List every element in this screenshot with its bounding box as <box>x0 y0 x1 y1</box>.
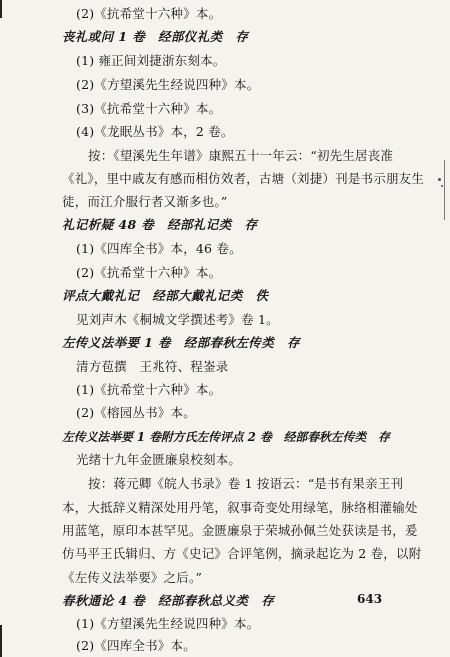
edition-item: 见刘声木《桐城文学撰述考》卷 1。 <box>76 312 279 327</box>
entry-heading: 左传义法举要 1 卷 经部春秋左传类 存 <box>62 335 300 350</box>
note-paragraph-cont: 仿马平王氏辑归、方《史记》合评笔例，摘录起讫为 2 卷，以附 <box>62 546 422 561</box>
edition-item: (1)《抗希堂十六种》本。 <box>76 382 222 397</box>
edition-item: 清方苞撰 王兆符、程崟录 <box>76 359 229 374</box>
entry-heading: 礼记析疑 48 卷 经部礼记类 存 <box>62 217 258 232</box>
scan-edge-mark <box>0 625 2 657</box>
edition-item: (2)《榕园丛书》本。 <box>76 405 196 420</box>
scan-speck <box>438 178 441 181</box>
page-number: 643 <box>357 592 383 606</box>
note-paragraph-cont: 《礼》，里中戚友有感而相仿效者，古塘（刘捷）刊是书示朋友生 <box>62 171 425 186</box>
entry-heading: 春秋通论 4 卷 经部春秋总义类 存 <box>62 593 275 608</box>
edition-item: (3)《抗希堂十六种》本。 <box>76 101 222 116</box>
note-paragraph-cont: 徒，而江介服行者又渐多也。” <box>62 194 228 209</box>
scan-speck <box>441 185 443 187</box>
entry-heading: 左传义法举要 1 卷附方氏左传评点 2 卷 经部春秋左传类 存 <box>62 430 390 444</box>
edition-item: (1)《方望溪先生经说四种》本。 <box>76 616 260 631</box>
note-paragraph: 按：《望溪先生年谱》康熙五十一年云：“初先生居丧准 <box>88 148 394 163</box>
note-paragraph-cont: 用蓝笔，原印本甚罕见。金匮廉泉于荣城孙佩兰处获读是书，爰 <box>62 523 418 538</box>
edition-item: (2)《方望溪先生经说四种》本。 <box>76 77 260 92</box>
edition-item: (1) 雍正间刘捷浙东刻本。 <box>76 53 226 68</box>
note-paragraph-cont: 本，大抵辞义精深处用丹笔，叙事奇变处用绿笔，脉络相灌输处 <box>62 500 418 515</box>
edition-item: (2)《抗希堂十六种》本。 <box>76 6 222 21</box>
note-paragraph: 按：蒋元卿《皖人书录》卷 1 按语云：“是书有果亲王刊 <box>88 476 404 491</box>
scan-edge-mark <box>0 0 2 18</box>
note-paragraph-cont: 《左传义法举要》之后。” <box>62 570 203 585</box>
entry-heading: 评点大戴礼记 经部大戴礼记类 佚 <box>62 288 269 303</box>
edition-item: (4)《龙眠丛书》本，2 卷。 <box>76 124 234 139</box>
edition-item: (2)《四库全书》本。 <box>76 638 196 653</box>
edition-item: 光绪十九年金匮廉泉校刻本。 <box>76 452 242 467</box>
edition-item: (1)《四库全书》本，46 卷。 <box>76 241 242 256</box>
edition-item: (2)《抗希堂十六种》本。 <box>76 265 222 280</box>
scan-edge-mark <box>444 160 445 220</box>
entry-heading: 丧礼或问 1 卷 经部仪礼类 存 <box>62 29 249 44</box>
